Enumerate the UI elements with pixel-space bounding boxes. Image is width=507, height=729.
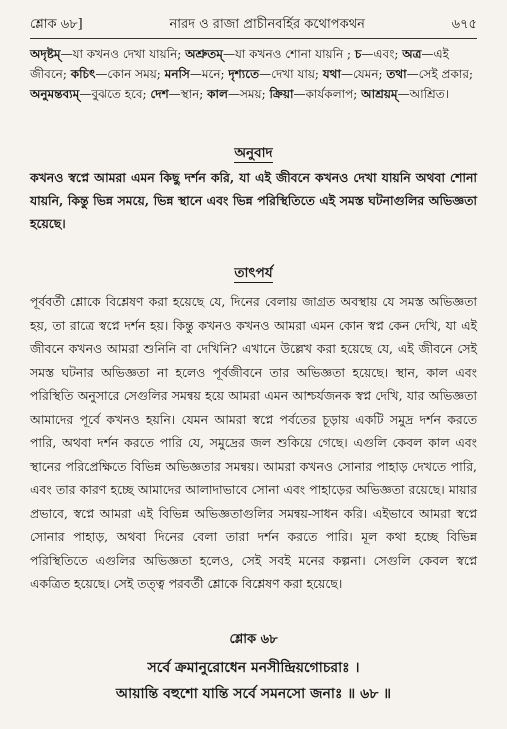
purport-heading [0, 262, 507, 285]
synonym-term: অনুমন্তব্যম্ [30, 87, 80, 101]
synonyms-paragraph [30, 44, 477, 104]
synonym-meaning: —মনে; [189, 67, 229, 81]
page-header [30, 14, 477, 36]
synonym-term: কচিৎ [70, 67, 96, 81]
synonym-meaning: —দেখা যায়; [259, 67, 323, 81]
synonym-term: দেশ [150, 87, 169, 101]
header-divider [30, 38, 477, 39]
next-verse-label: শ্লোক ৬৮ [229, 632, 278, 647]
synonym-term: দৃশ্যতে [228, 67, 260, 81]
synonym-term: অশ্রুতম্ [185, 47, 223, 61]
synonym-term: তথা [386, 67, 407, 81]
synonym-meaning: —কার্যকলাপ; [293, 87, 362, 101]
synonym-meaning: —যা কখনও দেখা যায়নি; [60, 47, 186, 61]
synonym-meaning: —বুঝতে হবে; [79, 87, 151, 101]
verse-reference: শ্লোক ৬৮] [30, 16, 83, 32]
synonym-meaning: —যা কখনও শোনা যায়নি ; [222, 47, 355, 61]
synonym-meaning: —সেই প্রকার; [406, 67, 474, 81]
synonym-term: কাল [207, 87, 228, 101]
translation-heading [0, 142, 507, 165]
purport-heading-text: তাৎপর্য [234, 265, 273, 281]
synonym-meaning: —এই জীবনে; [30, 47, 449, 81]
translation-text: কখনও স্বপ্নে আমরা এমন কিছু দর্শন করি, যা এই জীবনে কখনও দেখা যায়নি অথবা শোনা যায়নি, কিন্তু ভিন্ন সময়ে, ভিন্ন স্থানে এবং ভিন্ন পরিস্থিতিতে এই সমস্ত ঘটনাগুলির অভিজ্ঞতা হয়েছে। [30, 170, 477, 231]
translation-heading-text: অনুবাদ [234, 145, 273, 161]
synonym-term: অদৃষ্টম্ [30, 47, 61, 61]
synonym-term: যথা [322, 67, 341, 81]
chapter-title: নারদ ও রাজা প্রাচীনবর্হির কথোপকথন [169, 16, 365, 32]
synonym-term: অত্র [402, 47, 422, 61]
synonym-meaning: —স্থান; [168, 87, 208, 101]
synonym-meaning: —আশ্রিত। [397, 87, 450, 101]
next-verse-line-1: সর্বে ক্রমানুরোধেন মনসীন্দ্রিয়গোচরাঃ । [147, 660, 360, 676]
synonym-term: ক্রিয়া [269, 87, 294, 101]
synonym-meaning: —কোন সময়; [95, 67, 165, 81]
synonym-meaning: —যেমন; [340, 67, 387, 81]
synonym-term: চ [354, 47, 362, 61]
synonym-term: মনসি [164, 67, 190, 81]
next-verse-line-2: আয়ান্তি বহুশো যান্তি সর্বে সমনসো জনাঃ ॥ ৬৮ ॥ [115, 686, 392, 702]
synonym-meaning: —এবং; [361, 47, 403, 61]
purport-text: পূর্ববর্তী শ্লোকে বিশ্লেষণ করা হয়েছে যে, দিনের বেলায় জাগ্রত অবস্থায় যে সমস্ত অভিজ্ঞতা হয়, তা রাত্রে স্বপ্নে দর্শন হয়। কিন্তু কখনও কখনও আমরা এমন কোন স্বপ্ন কেন দেখি, যা এই জীবনে কখনও আমরা শুনিনি বা দেখিনি? এখানে উল্লেখ করা হয়েছে যে, এই জীবনে সেই সমস্ত ঘটনার অভিজ্ঞতা না হলেও পূর্বজীবনে তার অভিজ্ঞতা হয়েছে। স্থান, কাল এবং পরিস্থিতি অনুসারে সেগুলির সমন্বয় হয়ে আমরা এমন আশ্চর্যজনক স্বপ্ন দেখি, যার অভিজ্ঞতা আমাদের পূর্বে কখনও হয়নি। যেমন আমরা স্বপ্নে পর্বতের চূড়ায় একটি সমুদ্র দর্শন করতে পারি, অথবা দর্শন করতে পারি যে, সমুদ্রের জল শুকিয়ে গেছে। এগুলি কেবল কাল এবং স্থানের পরিপ্রেক্ষিতে বিভিন্ন অভিজ্ঞতার সমন্বয়। আমরা কখনও সোনার পাহাড় দেখতে পারি, এবং তার কারণ হচ্ছে আমাদের আলাদাভাবে সোনা এবং পাহাড়ের অভিজ্ঞতা রয়েছে। মায়ার প্রভাবে, স্বপ্নে আমরা এই বিভিন্ন অভিজ্ঞতাগুলির সমন্বয়-সাধন করি। এইভাবে আমরা স্বপ্নে সোনার পাহাড়, অথবা দিনের বেলা তারা দর্শন করতে পারি। মূল কথা হচ্ছে বিভিন্ন পরিস্থিতিতে এগুলির অভিজ্ঞতা হলেও, সেই সবই মনের কল্পনা। সেগুলি কেবল স্বপ্নে একত্রিত হয়েছে। সেই তত্ত্ব পরবর্তী শ্লোকে বিশ্লেষণ করা হয়েছে। [30, 294, 477, 591]
synonym-meaning: —সময়; [227, 87, 270, 101]
synonym-term: আশ্রয়ম্ [361, 87, 398, 101]
page-number: ৬৭৫ [451, 16, 477, 32]
